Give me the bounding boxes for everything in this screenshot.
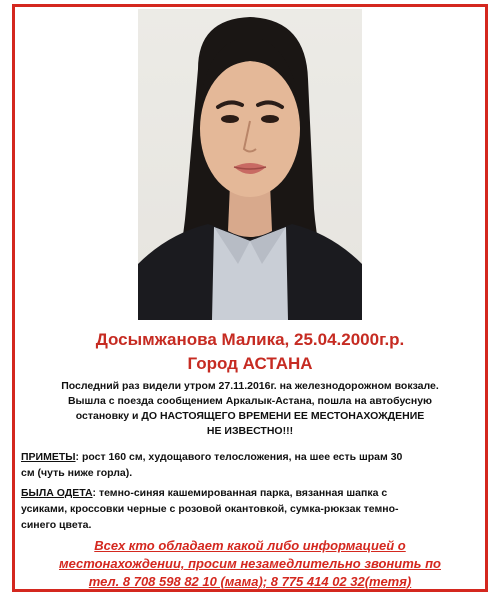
contact-phones: тел. 8 708 598 82 10 (мама); 8 775 414 02 32(тетя) [88, 574, 412, 589]
city-line: Город АСТАНА [187, 354, 313, 373]
signs-line-1 [21, 449, 479, 465]
appeal-line: местонахождении, просим незамедлительно звонить по [58, 556, 441, 571]
description-line: НЕ ИЗВЕСТНО!!! [206, 425, 294, 437]
signs-text: : рост 160 см, худощавого телосложения, на шее есть шрам 30 [75, 451, 403, 463]
portrait-illustration [138, 9, 362, 320]
physical-signs [21, 449, 479, 481]
description-line: Вышла с поезда сообщением Аркалык-Астана, пошла на автобусную [67, 395, 433, 407]
clothing-description [21, 485, 479, 533]
clothes-line-2: усиками, кроссовки черные с розовой окантовкой, сумка-рюкзак темно- [21, 503, 399, 515]
clothes-label: БЫЛА ОДЕТА [21, 487, 93, 499]
contact-appeal [19, 537, 481, 591]
portrait-photo [138, 9, 362, 320]
appeal-line: Всех кто обладает какой либо информацией о [94, 538, 406, 553]
person-name-dob: Досымжанова Малика, 25.04.2000г.р. [95, 330, 405, 349]
signs-line-2: см (чуть ниже горла). [21, 467, 133, 479]
signs-label: ПРИМЕТЫ [21, 451, 76, 463]
last-seen-description [23, 379, 477, 439]
description-line: Последний раз видели утром 27.11.2016г. на железнодорожном вокзале. [61, 380, 439, 392]
clothes-line-1 [21, 485, 479, 501]
missing-person-poster [12, 4, 488, 592]
description-line: остановку и ДО НАСТОЯЩЕГО ВРЕМЕНИ ЕЕ МЕСТОНАХОЖДЕНИЕ [75, 410, 425, 422]
clothes-text: : темно-синяя кашемированная парка, вязанная шапка с [92, 487, 388, 499]
clothes-line-3: синего цвета. [21, 519, 92, 531]
